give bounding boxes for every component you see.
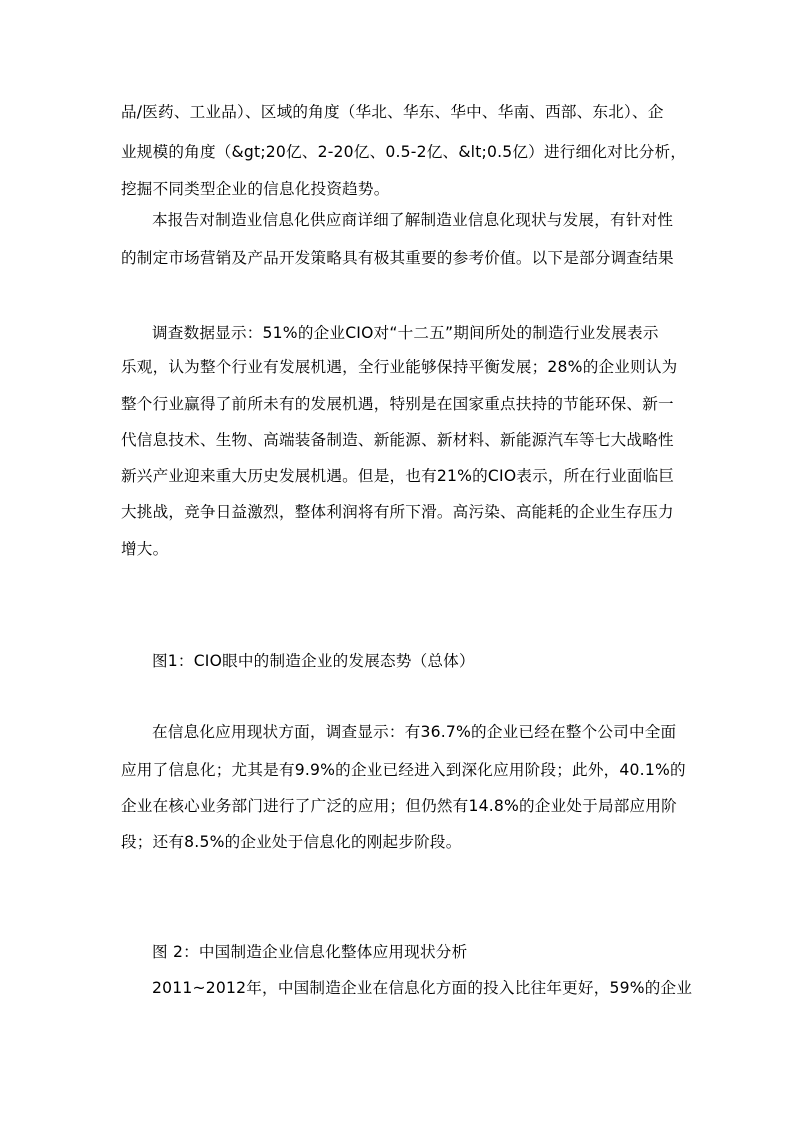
- para4-line-1: 在信息化应用现状方面，调查显示：有36.7%的企业已经在整个公司中全面: [152, 723, 677, 741]
- para2-line-1: 本报告对制造业信息化供应商详细了解制造业信息化现状与发展，有针对性: [152, 211, 674, 229]
- para4-line-2: 应用了信息化；尤其是有9.9%的企业已经进入到深化应用阶段；此外，40.1%的: [121, 761, 686, 779]
- para3-line-5: 新兴产业迎来重大历史发展机遇。但是，也有21%的CIO表示，所在行业面临巨: [121, 467, 675, 485]
- figure2-caption: 图 2：中国制造企业信息化整体应用现状分析: [152, 943, 468, 961]
- para4-line-4: 段；还有8.5%的企业处于信息化的刚起步阶段。: [121, 833, 462, 851]
- para3-line-4: 代信息技术、生物、高端装备制造、新能源、新材料、新能源汽车等七大战略性: [121, 431, 674, 449]
- para4-line-3: 企业在核心业务部门进行了广泛的应用；但仍然有14.8%的企业处于局部应用阶: [121, 797, 677, 815]
- para1-line-1: 品/医药、工业品）、区域的角度（华北、华东、华中、华南、西部、东北）、企: [121, 103, 664, 121]
- para3-line-1: 调查数据显示：51%的企业CIO对“十二五”期间所处的制造行业发展表示: [152, 324, 659, 342]
- para2-line-2: 的制定市场营销及产品开发策略具有极其重要的参考价值。以下是部分调查结果: [121, 249, 674, 267]
- para3-line-2: 乐观，认为整个行业有发展机遇，全行业能够保持平衡发展；28%的企业则认为: [121, 358, 678, 376]
- para1-line-2: 业规模的角度（&gt;20亿、2-20亿、0.5-2亿、&lt;0.5亿）进行细化对比分析，: [121, 143, 687, 161]
- para1-line-3: 挖掘不同类型企业的信息化投资趋势。: [121, 180, 390, 198]
- figure1-caption: 图1：CIO眼中的制造企业的发展态势（总体）: [152, 652, 475, 670]
- para3-line-3: 整个行业赢得了前所未有的发展机遇，特别是在国家重点扶持的节能环保、新一: [121, 395, 674, 413]
- para3-line-6: 大挑战，竞争日益激烈，整体利润将有所下滑。高污染、高能耗的企业生存压力: [121, 503, 674, 521]
- para3-line-7: 增大。: [121, 540, 169, 558]
- para5-line-1: 2011~2012年，中国制造企业在信息化方面的投入比往年更好，59%的企业: [152, 979, 693, 997]
